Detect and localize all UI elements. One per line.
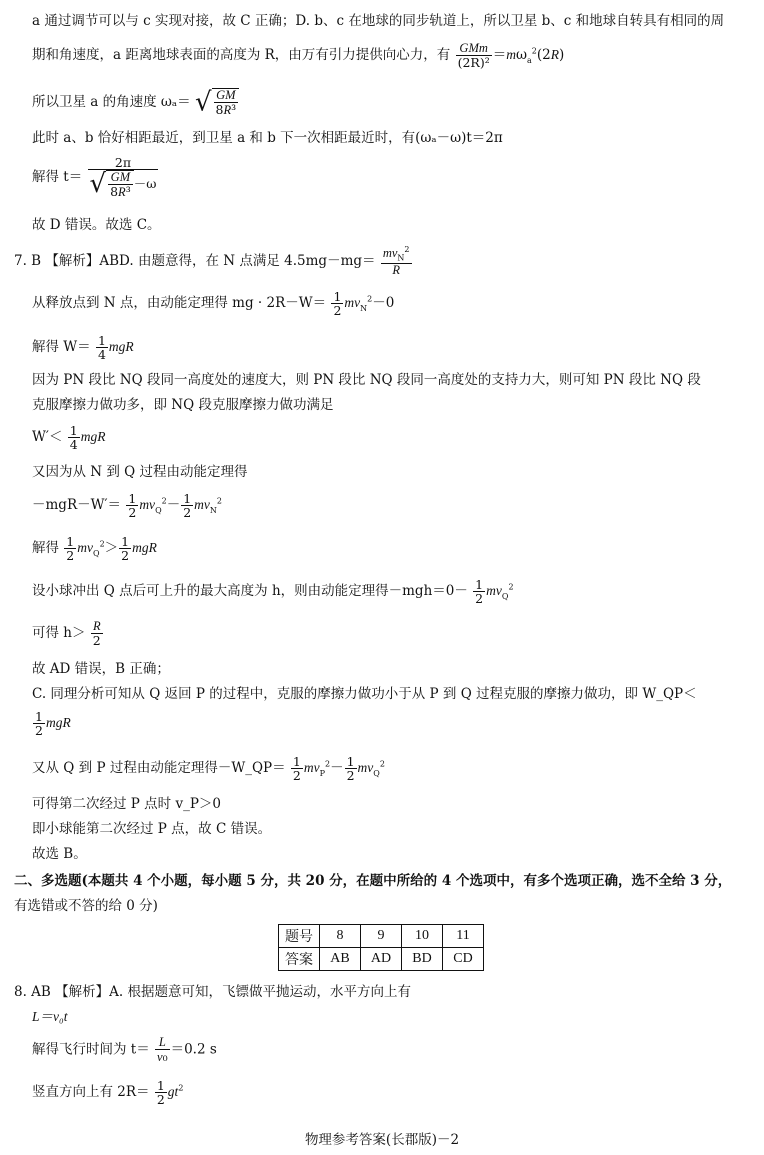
table-cell: 11 (443, 925, 484, 948)
text-line: 解得飞行时间为 t＝ $\frac{L}{\text{v₀}}$ ＝0.2 s (32, 1035, 217, 1065)
text-line: 故选 B。 (32, 846, 87, 862)
table-row (279, 948, 484, 971)
table-cell: 9 (361, 925, 402, 948)
text-line: L＝v₀t (32, 1009, 68, 1024)
text-line: 故 D 错误。故选 C。 (32, 217, 161, 233)
text-line: 从释放点到 N 点，由动能定理得 mg · 2R－W＝ $\frac{1}{2}$ $mv_N^2-0$ (32, 289, 395, 319)
text-line: 有选错或不答的给 0 分) (14, 898, 158, 914)
table-cell: 题号 (279, 925, 320, 948)
text-line: 期和角速度，a 距离地球表面的高度为 R，由万有引力提供向心力，有 $\frac{\text{GMm}}{\text{(2R)²}}$ $=m\omega_a^2(2R)$ (32, 41, 565, 71)
text-line: C. 同理分析可知从 Q 返回 P 的过程中，克服的摩擦力做功小于从 P 到 Q 过程克服的摩擦力做功，即 W_QP＜ (32, 686, 697, 702)
question-8: 8. AB 【解析】A. 根据题意可知，飞镖做平抛运动，水平方向上有 (14, 984, 411, 1000)
text-line: 所以卫星 a 的角速度 ωₐ＝ √ $\frac{GM}{\text{8R³}}$ (32, 88, 239, 117)
page-footer: 物理参考答案(长郡版)－2 (304, 1132, 460, 1148)
text-line: 竖直方向上有 2R＝ $\frac{1}{2}$ $gt^2$ (32, 1078, 184, 1108)
question-7: 7. B 【解析】ABD. 由题意得，在 N 点满足 4.5mg－mg＝ $\frac{mv_N^2}{R}$ (14, 245, 410, 278)
answer-table (278, 924, 484, 971)
table-row (279, 925, 484, 948)
text-line: W′＜ $\frac{1}{4}$ mgR (32, 423, 106, 453)
text-line: 此时 a、b 恰好相距最近，到卫星 a 和 b 下一次相距最近时，有(ωₐ－ω)t＝2π (32, 130, 503, 146)
text-line: 又从 Q 到 P 过程由动能定理得－W_QP＝ $\frac{1}{2}$ $mv_P^2-$ $\frac{1}{2}$ $mv_Q^2$ (32, 754, 385, 784)
text-line: 又因为从 N 到 Q 过程由动能定理得 (32, 464, 248, 480)
text-line: 设小球冲出 Q 点后可上升的最大高度为 h，则由动能定理得－mgh＝0－ $\frac{1}{2}$ $mv_Q^2$ (32, 577, 514, 607)
text-line: －mgR－W′＝ $\frac{1}{2}$ $mv_Q^2-$ $\frac{1}{2}$ $mv_N^2$ (32, 491, 223, 521)
section-heading: 二、多选题(本题共 4 个小题，每小题 5 分，共 20 分，在题中所给的 4 个选项中，有多个选项正确，选不全给 3 分， (14, 873, 732, 889)
text-line: 克服摩擦力做功多，即 NQ 段克服摩擦力做功满足 (32, 397, 334, 413)
text-line: 因为 PN 段比 NQ 段同一高度处的速度大，则 PN 段比 NQ 段同一高度处的支持力大，则可知 PN 段比 NQ 段 (32, 372, 701, 388)
text-line: 解得 t＝ 2π √ $\frac{GM}{\text{8R³}}$ －ω (32, 155, 157, 200)
table-cell: 10 (402, 925, 443, 948)
table-cell: 8 (320, 925, 361, 948)
table-cell: CD (443, 948, 484, 971)
text-line: 故 AD 错误，B 正确； (32, 661, 170, 677)
text-line: a 通过调节可以与 c 实现对接，故 C 正确；D. b、c 在地球的同步轨道上，所以卫星 b、c 和地球自转具有相同的周 (32, 13, 725, 29)
text-line: 可得第二次经过 P 点时 v_P＞0 (32, 796, 222, 812)
text-line: $\frac{1}{2}$ mgR (35, 709, 71, 739)
text-line: 即小球能第二次经过 P 点，故 C 错误。 (32, 821, 272, 837)
text-line: 可得 h＞ $\frac{R}{2}$ (32, 619, 101, 649)
text-line: 解得 W＝ $\frac{1}{4}$ mgR (32, 333, 134, 363)
table-cell: 答案 (279, 948, 320, 971)
text-line: 解得 $\frac{1}{2}$ $mv_Q^2>$ $\frac{1}{2}$ mgR (32, 534, 157, 564)
table-cell: AB (320, 948, 361, 971)
table-cell: AD (361, 948, 402, 971)
table-cell: BD (402, 948, 443, 971)
